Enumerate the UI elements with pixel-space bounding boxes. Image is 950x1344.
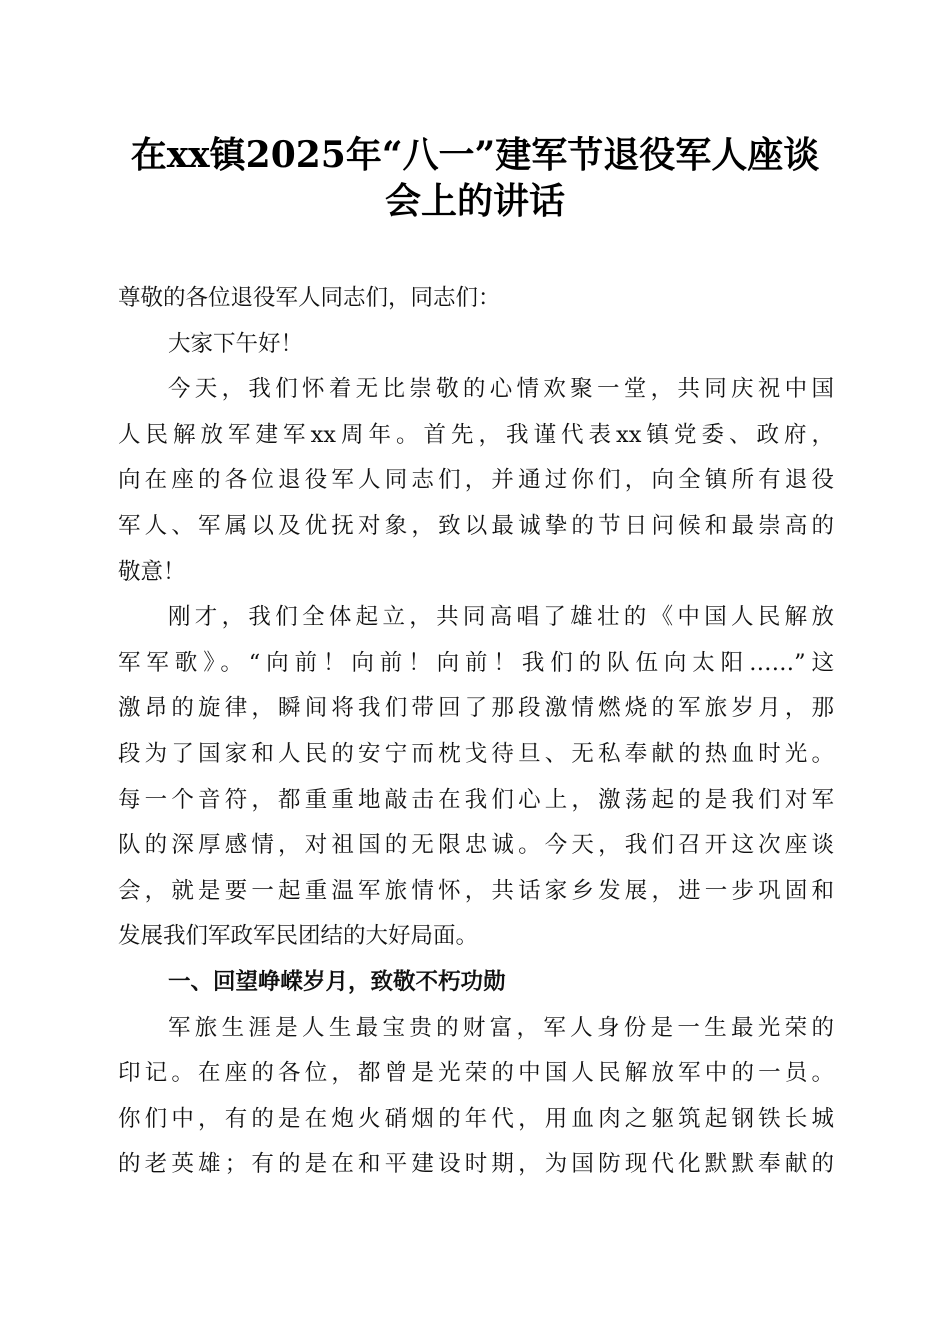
paragraph-3-line: 的老英雄；有的是在和平建设时期，为国防现代化默默奉献的 [118, 1151, 834, 1178]
paragraph-2-line: 段为了国家和人民的安宁而枕戈待旦、无私奉献的热血时光。 [118, 740, 834, 767]
paragraph-1-line: 敬意！ [118, 558, 186, 585]
paragraph-1-line: 人民解放军建军xx周年。首先，我谨代表xx镇党委、政府， [118, 421, 834, 448]
paragraph-2-line: 发展我们军政军民团结的大好局面。 [118, 923, 479, 950]
paragraph-2-line: 每一个音符，都重重地敲击在我们心上，激荡起的是我们对军 [118, 786, 834, 813]
paragraph-1-line: 军人、军属以及优抚对象，致以最诚挚的节日问候和最崇高的 [118, 512, 834, 539]
document-title [110, 132, 840, 224]
paragraph-3-line: 印记。在座的各位，都曾是光荣的中国人民解放军中的一员。 [118, 1060, 834, 1087]
paragraph-3-line: 你们中，有的是在炮火硝烟的年代，用血肉之躯筑起钢铁长城 [118, 1105, 834, 1132]
document-body [118, 276, 834, 1188]
paragraph-2-line: 会，就是要一起重温军旅情怀，共话家乡发展，进一步巩固和 [118, 877, 834, 904]
title-line-1: 在xx镇2025年“八一”建军节退役军人座谈 [130, 134, 820, 176]
paragraph-2-line: 队的深厚感情，对祖国的无限忠诚。今天，我们召开这次座谈 [118, 832, 834, 859]
paragraph-1-line: 向在座的各位退役军人同志们，并通过你们，向全镇所有退役 [118, 467, 834, 494]
title-line-2: 会上的讲话 [384, 180, 565, 222]
paragraph-2-line: 激昂的旋律，瞬间将我们带回了那段激情燃烧的军旅岁月，那 [118, 695, 834, 722]
paragraph-1-line: 今天，我们怀着无比崇敬的心情欢聚一堂，共同庆祝中国 [168, 376, 834, 403]
section-heading: 一、回望峥嵘岁月，致敬不朽功勋 [168, 968, 506, 995]
salutation: 尊敬的各位退役军人同志们，同志们： [118, 285, 501, 311]
paragraph-2-line: 军军歌》。“向前！向前！向前！我们的队伍向太阳……”这 [118, 649, 834, 676]
paragraph-2-line: 刚才，我们全体起立，共同高唱了雄壮的《中国人民解放 [168, 604, 834, 631]
paragraph-3-line: 军旅生涯是人生最宝贵的财富，军人身份是一生最光荣的 [168, 1014, 834, 1041]
greeting: 大家下午好！ [168, 330, 304, 357]
